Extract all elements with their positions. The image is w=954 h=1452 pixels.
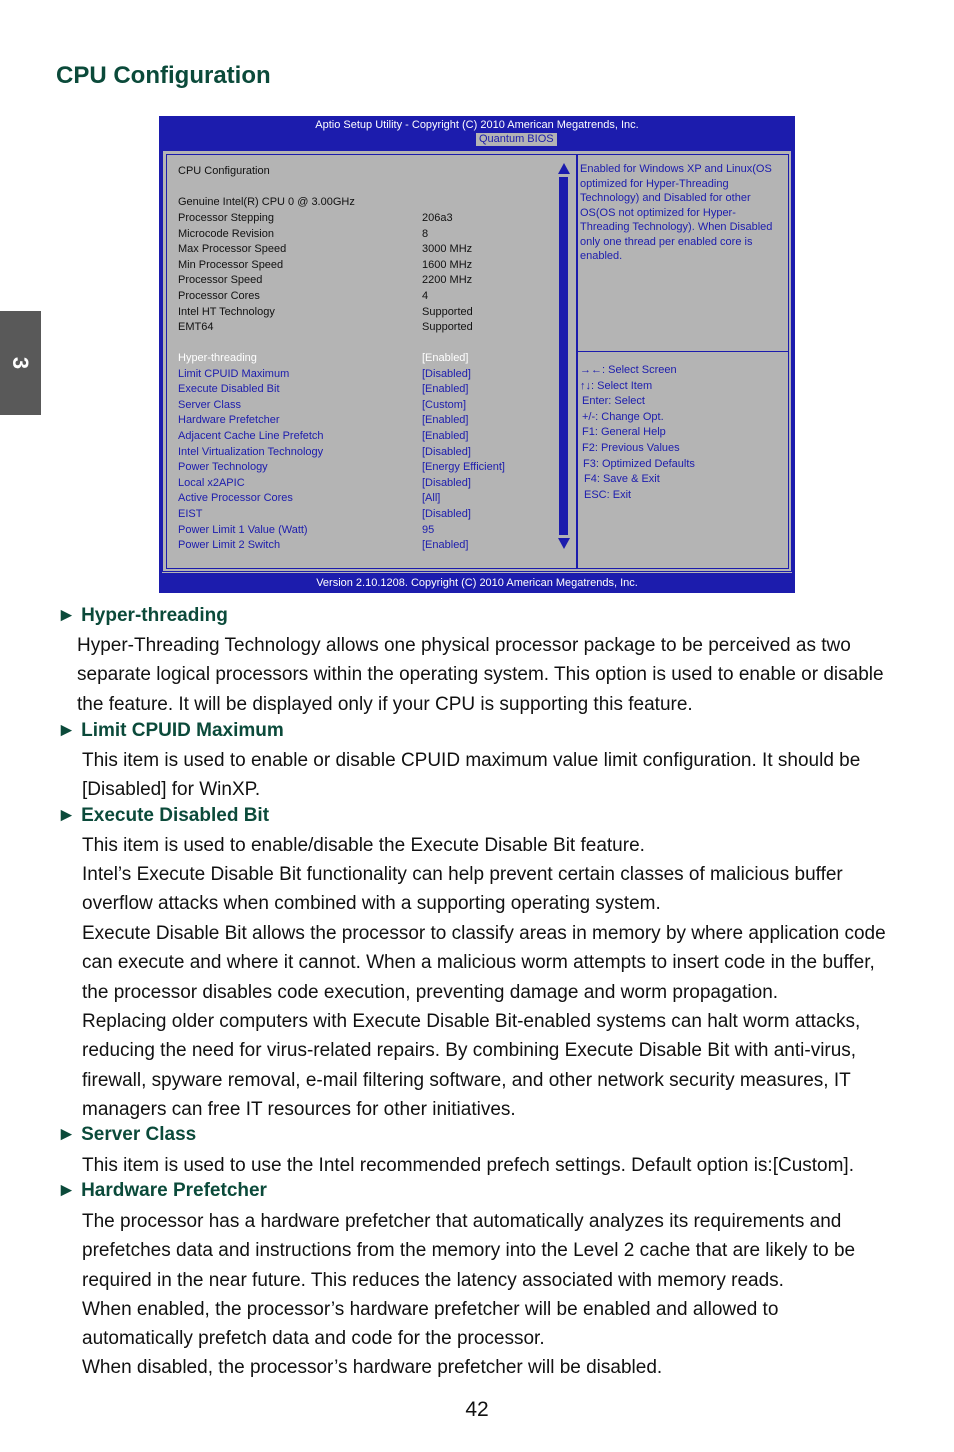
bios-option-value[interactable]: [Enabled] — [422, 414, 469, 427]
section-paragraph: Intel’s Execute Disable Bit functionality can help prevent certain classes of malicious buffer overflow attacks when combined with a supporting operating system. — [82, 864, 843, 915]
info-label: Min Processor Speed — [178, 258, 284, 271]
bios-option-label[interactable]: Power Limit 2 Switch — [178, 539, 281, 552]
bios-footer: Version 2.10.1208. Copyright (C) 2010 American Megatrends, Inc. — [316, 577, 638, 589]
bios-option-value[interactable]: [Energy Efficient] — [422, 461, 505, 474]
section-paragraph: This item is used to enable or disable CPUID maximum value limit configuration. It should be [Disabled] for WinXP. — [82, 750, 861, 801]
section-paragraph: When disabled, the processor’s hardware prefetcher will be disabled. — [82, 1357, 663, 1378]
section-heading: ► Hardware Prefetcher — [57, 1180, 267, 1201]
info-label: Intel HT Technology — [178, 305, 275, 318]
info-value: 206a3 — [422, 212, 453, 224]
key-help-item: +/-: Change Opt. — [582, 410, 664, 423]
info-value: 1600 MHz — [422, 258, 473, 271]
info-label: Microcode Revision — [178, 227, 274, 240]
section-paragraph: Hyper-Threading Technology allows one physical processor package to be perceived as two separate logical processors within the operating system. This option is used to enable or disable the feature. It will be displayed only if your CPU is supporting this feature. — [77, 635, 884, 715]
bios-settings-pane — [166, 154, 577, 569]
section-heading: ► Server Class — [57, 1124, 197, 1145]
key-help-item: ESC: Exit — [584, 488, 632, 501]
scroll-down-arrow-icon[interactable] — [558, 538, 570, 549]
bios-option-label[interactable]: Power Limit 1 Value (Watt) — [178, 523, 308, 536]
info-value: 3000 MHz — [422, 243, 473, 256]
info-label: Processor Speed — [178, 274, 263, 287]
bios-option-label[interactable]: Limit CPUID Maximum — [178, 367, 290, 380]
bios-help-pane — [577, 154, 789, 569]
scrollbar[interactable] — [559, 177, 568, 535]
page-number: 42 — [465, 1398, 489, 1421]
section-heading: ► Execute Disabled Bit — [57, 805, 270, 826]
key-help-item: F2: Previous Values — [582, 442, 680, 454]
bios-cpu-name: Genuine Intel(R) CPU 0 @ 3.00GHz — [178, 196, 355, 208]
info-value: Supported — [422, 305, 473, 318]
bios-option-label[interactable]: Power Technology — [178, 461, 268, 474]
bios-option-label[interactable]: Local x2APIC — [178, 476, 245, 489]
bios-option-value[interactable]: [Custom] — [422, 398, 467, 411]
bios-section-title: CPU Configuration — [178, 165, 270, 177]
section-paragraph: Replacing older computers with Execute Disable Bit-enabled systems can halt worm attacks, reducing the need for virus-related repairs. By combining Execute Disable Bit with anti-virus, firewall, spyware removal, e-mail filtering software, and other network security measures, IT managers can free IT resources for other initiatives. — [82, 1011, 861, 1120]
bios-option-value[interactable]: [All] — [422, 492, 441, 505]
section-paragraph: This item is used to use the Intel recommended prefech settings. Default option is:[Custom]. — [82, 1155, 854, 1176]
bios-option-value[interactable]: [Disabled] — [422, 476, 471, 489]
page-title: CPU Configuration — [56, 62, 271, 89]
chapter-number: 3 — [8, 356, 34, 370]
info-label: Processor Cores — [178, 290, 260, 302]
bios-help-text: Enabled for Windows XP and Linux(OS optimized for Hyper-Threading Technology) and Disabled for other OS(OS not optimized for Hyper-Threading Technology). When Disabled only one thread per enabled core is enabled. — [580, 163, 773, 262]
bios-option-label[interactable]: Hardware Prefetcher — [178, 414, 280, 427]
section-paragraph: When enabled, the processor’s hardware prefetcher will be enabled and allowed to automatically prefetch data and code for the processor. — [82, 1299, 779, 1350]
key-help-item: →←: Select Screen — [580, 364, 677, 376]
bios-body — [162, 150, 792, 573]
bios-option-label[interactable]: Hyper-threading — [178, 352, 257, 364]
info-label: Max Processor Speed — [178, 243, 287, 256]
bios-screenshot — [159, 116, 795, 593]
bios-option-label[interactable]: Active Processor Cores — [178, 492, 293, 505]
bios-option-value[interactable]: [Disabled] — [422, 508, 471, 520]
bios-option-value[interactable]: 95 — [422, 523, 435, 536]
info-value: 8 — [422, 227, 429, 240]
help-divider — [578, 351, 788, 352]
section-paragraph: The processor has a hardware prefetcher that automatically analyzes its requirements and prefetches data and instructions from the memory into the Level 2 cache that are likely to be required in the near future. This reduces the latency associated with memory reads. — [82, 1211, 856, 1291]
bios-header — [159, 116, 795, 150]
section-heading: ► Limit CPUID Maximum — [57, 720, 284, 741]
key-help-item: F1: General Help — [582, 426, 666, 439]
bios-header-tab[interactable]: Quantum BIOS — [476, 133, 557, 146]
bios-option-value[interactable]: [Disabled] — [422, 367, 471, 380]
key-help-item: F3: Optimized Defaults — [583, 457, 695, 470]
info-value: 2200 MHz — [422, 274, 473, 287]
key-help-item: ↑↓: Select Item — [580, 379, 653, 392]
scroll-up-arrow-icon[interactable] — [558, 163, 570, 174]
bios-option-label[interactable]: Server Class — [178, 398, 241, 411]
key-help-item: Enter: Select — [582, 395, 645, 408]
bios-option-value[interactable]: [Enabled] — [422, 383, 469, 396]
info-value: 4 — [422, 290, 429, 302]
bios-option-label[interactable]: Execute Disabled Bit — [178, 383, 280, 396]
bios-option-value[interactable]: [Enabled] — [422, 430, 469, 442]
info-label: Processor Stepping — [178, 212, 274, 224]
bios-option-label[interactable]: EIST — [178, 508, 203, 520]
section-heading: ► Hyper-threading — [57, 605, 228, 626]
bios-option-label[interactable]: Intel Virtualization Technology — [178, 445, 324, 458]
bios-option-value[interactable]: [Enabled] — [422, 539, 469, 552]
chapter-tab — [0, 311, 41, 415]
section-paragraph: This item is used to enable/disable the Execute Disable Bit feature. — [82, 835, 645, 856]
bios-option-value[interactable]: [Disabled] — [422, 445, 471, 458]
info-value: Supported — [422, 321, 473, 334]
info-label: EMT64 — [178, 321, 214, 334]
section-paragraph: Execute Disable Bit allows the processor to classify areas in memory by where application code can execute and where it cannot. When a malicious worm attempts to insert code in the buffer, the processor disables code execution, preventing damage and worm propagation. — [82, 923, 886, 1003]
bios-header-title: Aptio Setup Utility - Copyright (C) 2010 American Megatrends, Inc. — [315, 119, 639, 131]
key-help-item: F4: Save & Exit — [584, 473, 660, 486]
bios-option-label[interactable]: Adjacent Cache Line Prefetch — [178, 430, 324, 442]
bios-option-value[interactable]: [Enabled] — [422, 352, 469, 364]
